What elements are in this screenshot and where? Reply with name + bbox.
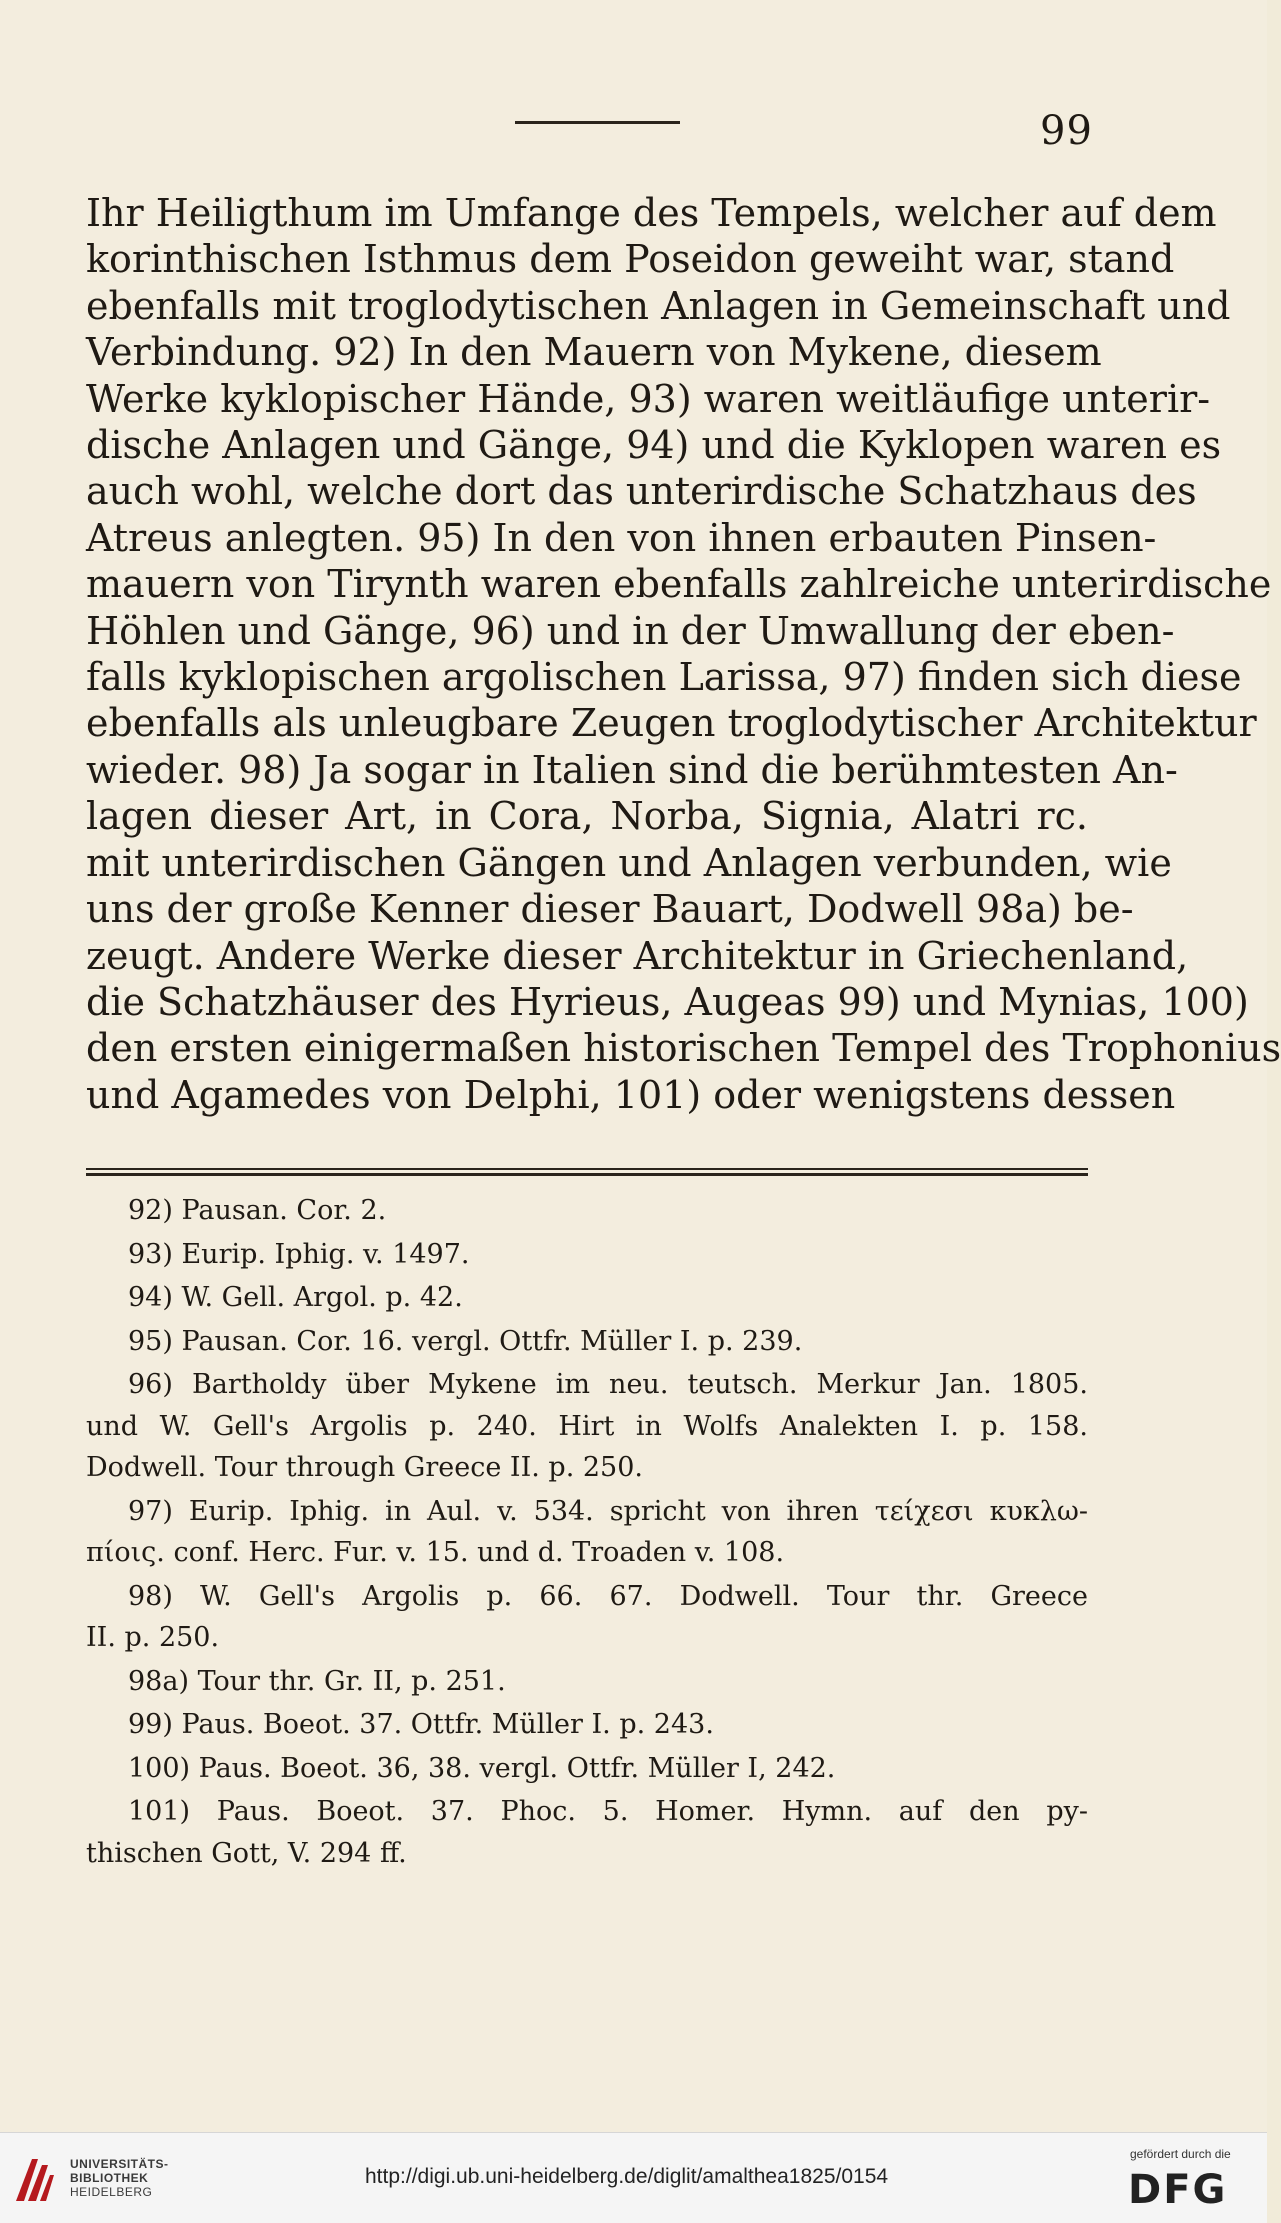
footnote-97 (86, 1491, 1088, 1574)
dfg-logo[interactable]: DFG (1128, 2167, 1228, 2213)
footnote-98a (86, 1661, 1088, 1703)
body-line: Atreus anlegten. 95) In den von ihnen erbauten Pinsen- (86, 515, 1157, 560)
body-line: den ersten einigermaßen historischen Tempel des Trophonius (86, 1026, 1281, 1071)
body-line: ebenfalls als unleugbare Zeugen troglodytischer Architektur (86, 701, 1257, 746)
body-line: dische Anlagen und Gänge, 94) und die Kyklopen waren es (86, 423, 1222, 468)
footnote-101 (86, 1791, 1088, 1874)
footnote-line: 94) W. Gell. Argol. p. 42. (128, 1282, 463, 1313)
footnote-line: 98a) Tour thr. Gr. II, p. 251. (128, 1665, 506, 1697)
body-line: wieder. 98) Ja sogar in Italien sind die berühmtesten An- (86, 747, 1178, 792)
library-name-line: HEIDELBERG (70, 2185, 153, 2199)
body-line: Höhlen und Gänge, 96) und in der Umwallung der eben- (86, 608, 1175, 653)
footnote-line: Dodwell. Tour through Greece II. p. 250. (86, 1452, 643, 1483)
funded-by-label: gefördert durch die (1130, 2147, 1231, 2161)
viewer-footer-bar (0, 2132, 1267, 2223)
footnote-line: 97) Eurip. Iphig. in Aul. v. 534. spricht von ihren τείχεσι κυκλω- (128, 1495, 1088, 1527)
body-line: mit unterirdischen Gängen und Anlagen verbunden, wie (86, 840, 1172, 885)
footnote-line: II. p. 250. (86, 1622, 220, 1653)
footnote-line: thischen Gott, V. 294 ff. (86, 1837, 407, 1869)
body-line: ebenfalls mit troglodytischen Anlagen in Gemeinschaft und (86, 283, 1231, 328)
footnotes (86, 1190, 1088, 1874)
body-line: korinthischen Isthmus dem Poseidon geweiht war, stand (86, 237, 1175, 282)
footnote-98 (86, 1576, 1088, 1659)
footnote-line: 101) Paus. Boeot. 37. Phoc. 5. Homer. Hymn. auf den py- (128, 1796, 1088, 1827)
body-line: uns der große Kenner dieser Bauart, Dodwell 98a) be- (86, 887, 1134, 932)
body-line: Ihr Heiligthum im Umfange des Tempels, welcher auf dem (86, 191, 1217, 235)
footnote-line: πίοις. conf. Herc. Fur. v. 15. und d. Troaden v. 108. (86, 1537, 785, 1568)
footnote-separator (86, 1168, 1088, 1176)
footnote-line: 95) Pausan. Cor. 16. vergl. Ottfr. Müller I. p. 239. (128, 1325, 803, 1357)
footnote-99 (86, 1704, 1088, 1746)
body-line: die Schatzhäuser des Hyrieus, Augeas 99) und Mynias, 100) (86, 979, 1249, 1024)
body-line: auch wohl, welche dort das unterirdische Schatzhaus des (86, 469, 1197, 514)
body-text (86, 190, 1281, 1118)
university-library-logo-icon[interactable] (12, 2153, 56, 2205)
library-name-line: BIBLIOTHEK (70, 2171, 149, 2185)
footnote-line: 98) W. Gell's Argolis p. 66. 67. Dodwell. Tour thr. Greece (128, 1580, 1088, 1612)
footnote-line: 100) Paus. Boeot. 36, 38. vergl. Ottfr. Müller I, 242. (128, 1752, 836, 1784)
header-rule (515, 121, 680, 124)
permalink-url[interactable]: http://digi.ub.uni-heidelberg.de/diglit/amalthea1825/0154 (365, 2165, 889, 2188)
body-line: mauern von Tirynth waren ebenfalls zahlreiche unterirdische (86, 562, 1272, 607)
library-name[interactable] (70, 2157, 169, 2199)
body-line: lagen dieser Art, in Cora, Norba, Signia, Alatri rc. (86, 794, 1088, 839)
body-line: falls kyklopischen argolischen Larissa, 97) finden sich diese (86, 655, 1242, 700)
library-name-line: UNIVERSITÄTS- (70, 2157, 169, 2171)
footnote-line: 99) Paus. Boeot. 37. Ottfr. Müller I. p. 243. (128, 1709, 714, 1740)
body-line: Werke kyklopischer Hände, 93) waren weitläufige unterir- (86, 376, 1211, 421)
body-line: Verbindung. 92) In den Mauern von Mykene, diesem (86, 330, 1102, 375)
body-line: und Agamedes von Delphi, 101) oder wenigstens dessen (86, 1072, 1176, 1117)
footnote-line: 93) Eurip. Iphig. v. 1497. (128, 1238, 470, 1270)
footnote-95 (86, 1321, 1088, 1363)
footnote-line: 92) Pausan. Cor. 2. (128, 1195, 387, 1226)
body-line: zeugt. Andere Werke dieser Architektur in Griechenland, (86, 933, 1189, 978)
footnote-92 (86, 1190, 1088, 1232)
footnote-96 (86, 1364, 1088, 1489)
footnote-93 (86, 1234, 1088, 1276)
footnote-line: 96) Bartholdy über Mykene im neu. teutsch. Merkur Jan. 1805. (128, 1369, 1088, 1400)
page-number: 99 (1040, 108, 1093, 154)
footnote-94 (86, 1277, 1088, 1319)
footnote-100 (86, 1748, 1088, 1790)
footnote-line: und W. Gell's Argolis p. 240. Hirt in Wolfs Analekten I. p. 158. (86, 1410, 1088, 1442)
